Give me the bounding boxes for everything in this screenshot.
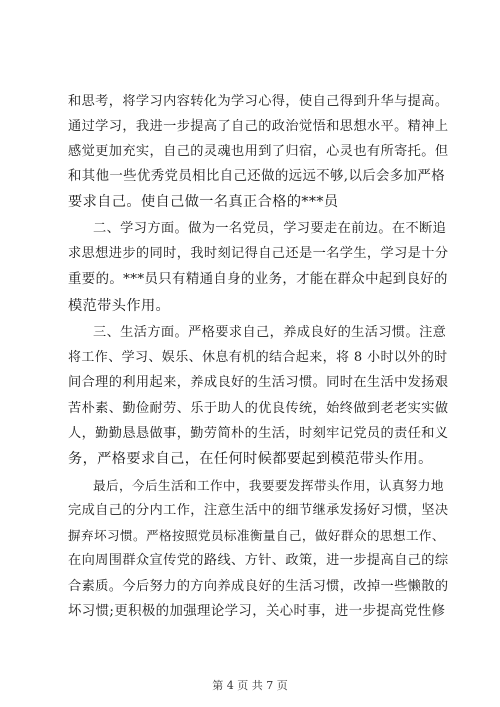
body-text-line: 务，严格要求自己，在任何时候都要起到模范带头作用。 (68, 451, 433, 467)
body-text-line: 苦朴素、勤俭耐劳、乐于助人的优良传统，始终做到老老实实做 (68, 401, 449, 416)
body-text-line: 求思想进步的同时，我时刻记得自己还是一名学生，学习是十分 (68, 246, 449, 261)
body-text-line: 重要的。***员只有精通自身的业务，才能在群众中起到良好的 (68, 272, 448, 287)
body-text-line: 摒弃坏习惯。严格按照党员标准衡量自己，做好群众的思想工作、 (68, 528, 445, 543)
body-text-line: 通过学习，我进一步提高了自己的政治觉悟和思想水平。精神上 (68, 119, 449, 134)
page-number-footer: 第 4 页 共 7 页 (212, 679, 288, 692)
body-text-line: 人，勤勤恳恳做事，勤劳简朴的生活，时刻牢记党员的责任和义 (68, 426, 449, 441)
paragraph-study-heading-line: 二、学习方面。做为一名党员，学习要走在前边。在不断追 (93, 221, 447, 236)
body-text-line: 间合理的利用起来，养成良好的生活习惯。同时在生活中发扬艰 (68, 375, 449, 390)
body-text-line: 坏习惯;更积极的加强理论学习，关心时事，进一步提高党性修 (68, 604, 446, 619)
body-text-line: 在向周围群众宣传党的路线、方针、政策，进一步提高自己的综 (68, 553, 449, 568)
body-text-line: 合素质。今后努力的方向养成良好的生活习惯，改掉一些懒散的 (68, 579, 449, 594)
paragraph-life-heading-line: 三、生活方面。严格要求自己，养成良好的生活习惯。注意 (93, 325, 447, 340)
paragraph-final-heading-line: 最后，今后生活和工作中，我要要发挥带头作用，认真努力地 (93, 478, 444, 493)
body-text-line: 要求自己。使自己做一名真正合格的***员 (68, 194, 339, 210)
body-text-line: 完成自己的分内工作，注意生活中的细节继承发扬好习惯，坚决 (68, 503, 449, 518)
body-text-line: 将工作、学习、娱乐、休息有机的结合起来，将 8 小时以外的时 (68, 350, 448, 365)
body-text-line: 感觉更加充实，自己的灵魂也用到了归宿，心灵也有所寄托。但 (68, 144, 449, 159)
body-text-line: 模范带头作用。 (68, 298, 171, 314)
body-text-line: 和思考，将学习内容转化为学习心得，使自己得到升华与提高。 (68, 94, 449, 109)
body-text-line: 和其他一些优秀党员相比自己还做的远远不够,以后会多加严格 (68, 169, 446, 184)
